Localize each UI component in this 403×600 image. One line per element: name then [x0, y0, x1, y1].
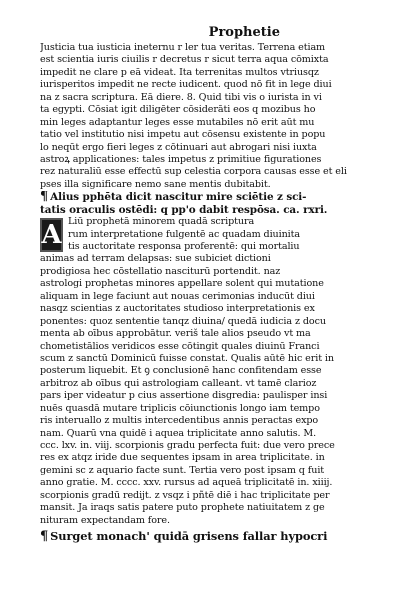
paragraph-1: [40, 42, 372, 191]
text-line: tatio vel institutio nisi impetu aut cōsensu existente in popu: [40, 129, 326, 141]
text-line: ris interuallo z multis intercedentibus annis peractas expo: [40, 415, 319, 427]
text-line: nuēs quasdā mutare triplicis cōiunctionis longo iam tempo: [40, 402, 320, 414]
document-page: [40, 24, 372, 543]
text-line: nam. Quarū vna quidē i aquea triplicitate anno salutis. M.: [40, 427, 317, 439]
pilcrow-icon: ¶: [40, 191, 49, 204]
text-line: scum z sanctū Dominicū fuisse constat. Qualis aūtē hic erit in: [40, 352, 334, 364]
text-line: nituram expectandam fore.: [40, 514, 170, 526]
section-2-heading-line-2: tatis oraculis ostēdi: q pp'o dabit respōsa. ca. rxri.: [40, 203, 328, 216]
text-line: iurisperitos impedit ne recte iudicent. quod nō fit in lege diui: [40, 79, 332, 91]
section-3-heading-text: Surget monach' quidā grisens fallar hypocri: [50, 530, 328, 543]
section-3-heading: [40, 530, 372, 542]
text-line: astrologi prophetas minores appellare solent qui mutatione: [40, 278, 324, 290]
section-2-heading-line-1: [40, 191, 372, 203]
text-line: ccc. lxv. in. viij. scorpionis gradu perfecta fuit: due vero prece: [40, 440, 335, 451]
text-line: pars iper videatur p cius assertione disgredia: paulisper insi: [40, 390, 328, 402]
text-line: ponentes: quoz sententie tanqz diuina/ quedā iudicia z docu: [40, 315, 326, 327]
text-line: Justicia tua iusticia ineternu r ler tua veritas. Terrena etiam: [40, 42, 326, 53]
text-line: impedit ne clare p eā videat. Ita terrenitas multos vtriusqz: [40, 66, 319, 78]
section-2-body: [40, 216, 372, 527]
text-line: anno gratie. M. cccc. xxv. rursus ad aqueā triplicitatē in. xiiij.: [40, 477, 333, 489]
text-line: res ex atqz iride due sequentes ipsam in area triplicitate. in: [40, 452, 325, 464]
text-line: astroꝝ applicationes: tales impetus z primitiue figurationes: [40, 153, 322, 165]
text-line: Liū prophetā minorem quadā scriptura: [68, 216, 255, 228]
text-line: nasqz scientias z auctoritates studioso interpretationis ex: [40, 303, 315, 315]
text-line: gemini sc z aquario facte sunt. Tertia vero post ipsam q fuit: [40, 464, 325, 476]
decorated-initial: A: [41, 220, 62, 251]
text-line: chometistālios veridicos esse cōtingit quales diuinū Franci: [40, 340, 320, 352]
text-line: posterum liquebit. Et ꝯ conclusionē hanc confitendam esse: [40, 365, 322, 377]
section-2-heading-text: Alius pphēta dicit nascitur mire sciētie z sci-: [50, 191, 307, 204]
text-line: na z sacra scriptura. Eā diere. 8. Quid tibi vis o iurista in vi: [40, 91, 322, 103]
text-line: prodigiosa hec cōstellatio nasciturū portendit. naz: [40, 265, 281, 277]
text-line: tis auctoritate responsa proferentē: qui mortaliu: [68, 241, 300, 252]
running-header: Prophetie: [208, 25, 280, 40]
text-line: aliquam in lege faciunt aut nouas cerimonias inducūt diui: [40, 290, 315, 302]
text-line: animas ad terram delapsas: sue subiciet dictioni: [40, 253, 271, 265]
text-line: rez naturaliū esse effectū sup celestia corpora causas esse et eli: [40, 166, 347, 178]
text-line: ta egypti. Cōsiat igit diligēter cōsiderāti eos q mozibus ho: [40, 104, 316, 116]
section-2-lines: [40, 216, 372, 527]
text-line: lo neqūt ergo fieri leges z cōtinuari aut abrogari nisi iuxta: [40, 141, 317, 153]
text-line: mansit. Ja iraqs satis patere puto prophete natiuitatem z ge: [40, 502, 325, 514]
text-line: est scientia iuris ciuilis r decretus r sicut terra aqua cōmixta: [40, 54, 329, 66]
text-line: scorpionis gradū redijt. z vsqz i pñtē diē i hac triplicitate per: [40, 489, 330, 501]
text-line: menta ab oībus approbātur. veriš tale alios pseudo vt ma: [40, 328, 311, 340]
text-line: pses illa significare nemo sane mentis dubitabit.: [40, 178, 271, 190]
text-line: min leges adaptantur leges esse mutabiles nō erit aūt mu: [40, 116, 315, 128]
text-line: arbitroz ab oībus qui astrologiam calleant. vt tamē clarioz: [40, 377, 317, 389]
pilcrow-icon: ¶: [40, 530, 49, 543]
text-line: rum interpretatione fulgentē ac quadam diuinita: [68, 228, 301, 240]
